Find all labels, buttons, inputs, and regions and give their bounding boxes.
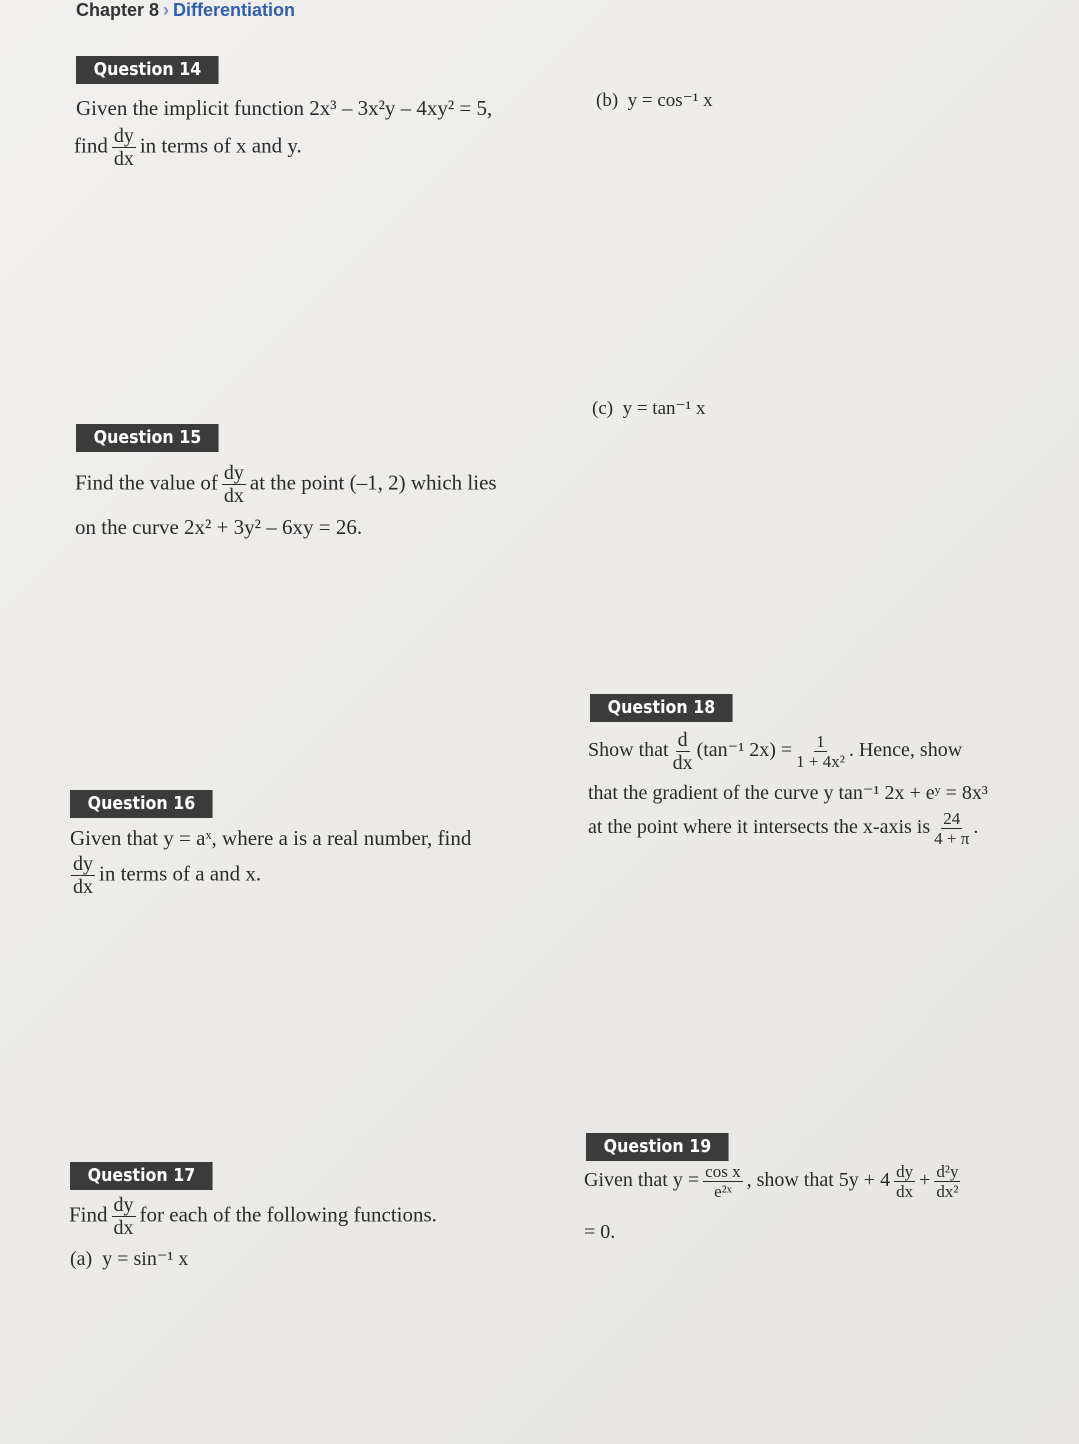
question-18-line3: at the point where it intersects the x-axis is $\frac{24}{4 + \pi}$ . — [588, 809, 979, 848]
rhs-fraction: $\frac{1}{\text{1 + 4x²}}$ — [796, 732, 845, 771]
cos-over-exp-fraction: $\frac{\text{cos x}}{\text{e²ˣ}}$ — [705, 1162, 741, 1201]
question-16-label: Question 16 — [70, 790, 213, 818]
question-14-find: find — [74, 133, 108, 158]
question-14-line2 — [74, 126, 302, 169]
part-label: (b) — [596, 90, 619, 111]
question-19-label: Question 19 — [586, 1133, 729, 1161]
question-16-line1: Given that y = aˣ, where a is a real number, find — [70, 826, 472, 850]
question-16-line2: $\frac{dy}{dx}$ in terms of a and x. — [73, 853, 262, 898]
question-17-label: Question 17 — [70, 1162, 213, 1190]
question-14-tail: in terms of x and y. — [139, 133, 302, 158]
question-17c — [592, 396, 706, 422]
question-15-line1: Find the value of $\frac{dy}{dx}$ at the point (–1, 2) which lies — [75, 462, 497, 507]
dy-dx-fraction: $\frac{dy}{dx}$ — [73, 853, 93, 898]
dy-dx-fraction: $\frac{dy}{dx}$ — [113, 125, 134, 170]
chapter-number: Chapter 8 — [76, 0, 160, 20]
question-14-label: Question 14 — [76, 56, 219, 84]
question-15-line2: on the curve 2x² + 3y² – 6xy = 26. — [75, 515, 363, 539]
chapter-header — [76, 0, 295, 21]
second-derivative-fraction: $\frac{\text{d²y}}{\text{dx²}}$ — [936, 1162, 959, 1201]
question-17b — [596, 88, 713, 114]
d-dx-operator: $\frac{d}{dx}$ — [672, 729, 693, 774]
question-18-line1: Show that $\frac{d}{dx}$ (tan⁻¹ 2x) = $\frac{1}{\text{1 + 4x²}}$ . Hence, show — [588, 729, 963, 774]
answer-fraction: $\frac{24}{4 + \pi}$ — [934, 809, 970, 848]
dy-dx-fraction: $\frac{dy}{dx}$ — [113, 1194, 134, 1239]
question-15-label: Question 15 — [76, 424, 219, 452]
question-18-label: Question 18 — [590, 694, 733, 722]
question-17-line1: Find $\frac{dy}{dx}$ for each of the following functions. — [69, 1194, 437, 1239]
question-17a — [70, 1246, 188, 1272]
part-label: (c) — [592, 398, 614, 419]
chevron-right-icon: › — [163, 0, 170, 20]
question-14-line1: Given the implicit function 2x³ – 3x²y – 4xy² = 5, — [76, 96, 493, 120]
function-expression: y = sin⁻¹ x — [102, 1248, 189, 1270]
dy-dx-fraction: $\frac{dy}{dx}$ — [223, 462, 244, 507]
function-expression: y = tan⁻¹ x — [622, 398, 706, 419]
question-18-line2: that the gradient of the curve y tan⁻¹ 2x + eʸ = 8x³ — [588, 782, 988, 804]
section-title: Differentiation — [173, 0, 296, 20]
part-label: (a) — [70, 1248, 93, 1270]
question-19-line1: Given that y = $\frac{\text{cos x}}{\text{e²ˣ}}$ , show that 5y + 4 $\frac{dy}{dx}$ + $\frac{\text{d²y}}{\text{dx²}}$ — [584, 1162, 959, 1201]
question-19-line2: = 0. — [584, 1221, 616, 1243]
function-expression: y = cos⁻¹ x — [627, 90, 713, 111]
dy-dx-fraction: $\frac{dy}{dx}$ — [896, 1162, 914, 1201]
